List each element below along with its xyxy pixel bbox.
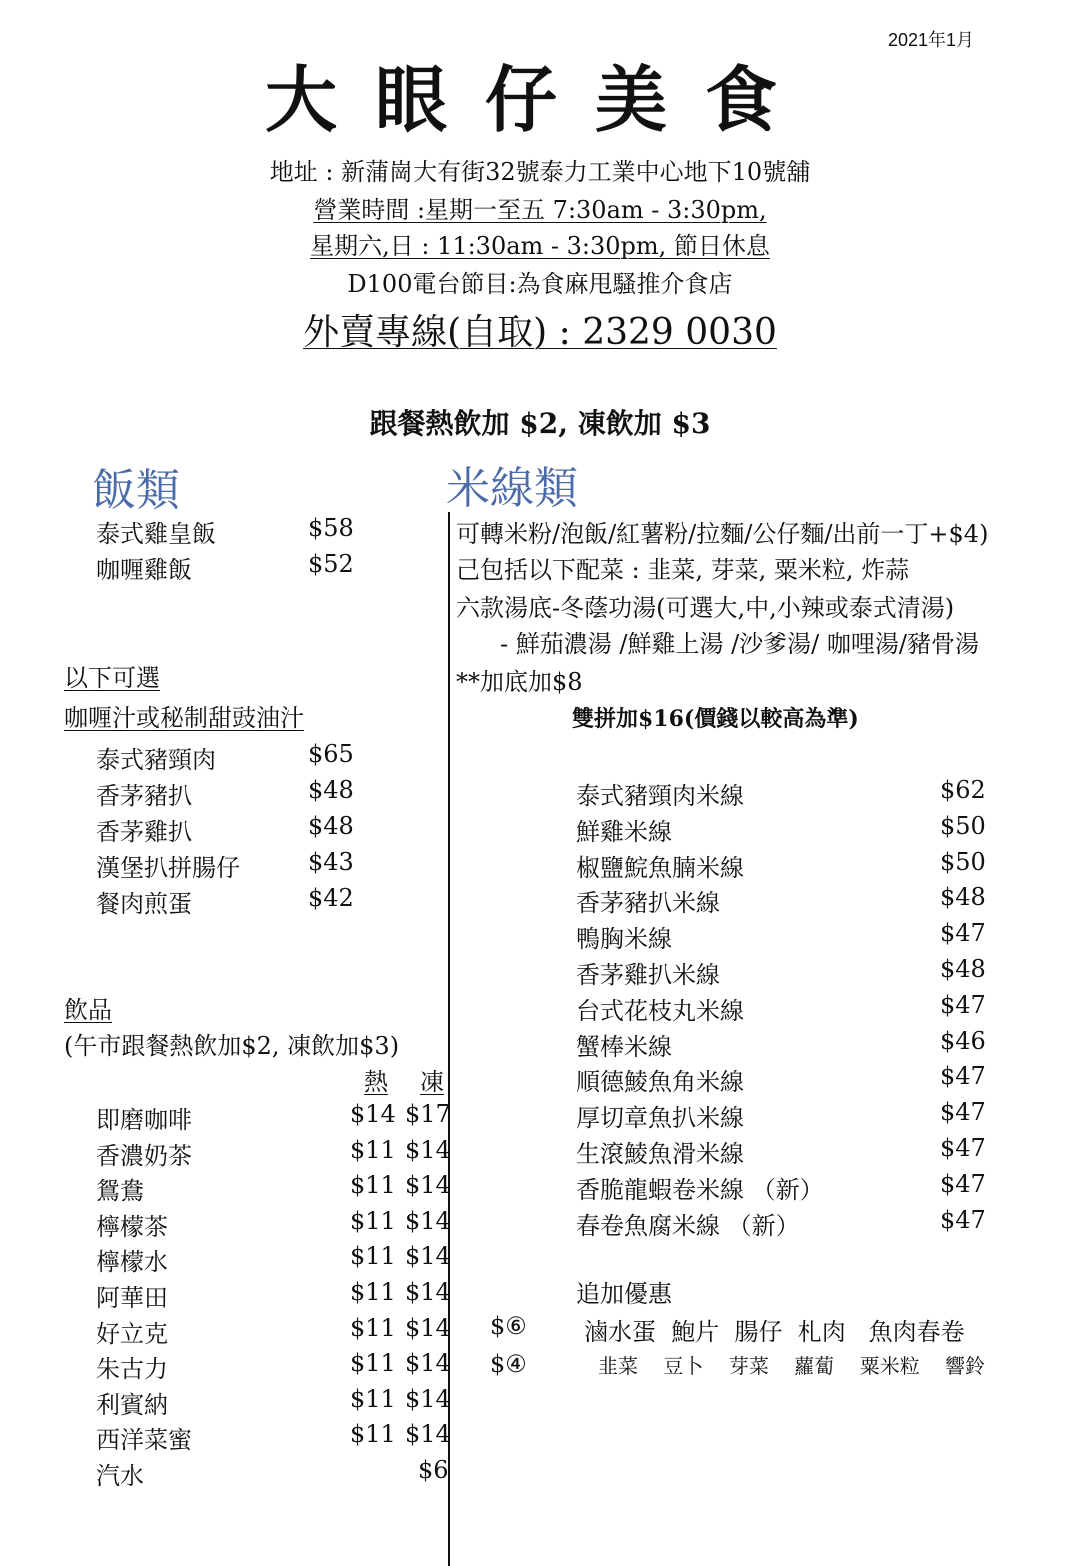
drink-name: 阿華田: [96, 1284, 168, 1312]
option-item-price: $48: [308, 812, 354, 840]
drink-cold-price: $14: [405, 1135, 451, 1164]
noodle-item-name: 春卷魚腐米線 （新）: [576, 1211, 800, 1240]
noodle-item-name: 泰式豬頸肉米線: [576, 782, 744, 810]
takeaway-hotline: 外賣專線(自取) : 2329 0030: [303, 312, 777, 353]
drink-name: 檸檬水: [96, 1248, 168, 1277]
option-sauce: 咖喱汁或秘制甜豉油汁: [64, 704, 304, 732]
option-item-price: $43: [308, 848, 354, 876]
rice-item-name: 泰式雞皇飯: [96, 520, 216, 548]
drink-cold-price: $17: [405, 1100, 451, 1128]
drinks-heading: 飲品: [64, 996, 112, 1024]
option-item-price: $42: [308, 884, 354, 912]
option-item-name: 香茅雞扒: [96, 818, 192, 846]
noodle-note: 可轉米粉/泡飯/紅薯粉/拉麵/公仔麵/出前一丁+$4): [456, 520, 989, 548]
option-item-price: $48: [308, 776, 354, 804]
drink-cold-price: $6: [418, 1456, 449, 1484]
noodle-item-name: 椒鹽鯇魚腩米線: [576, 853, 744, 882]
noodle-item-price: $46: [940, 1026, 986, 1055]
rice-item-price: $58: [308, 514, 354, 542]
noodle-item-price: $47: [940, 1169, 986, 1198]
double-topping-note: 雙拼加$16(價錢以較高為準): [572, 706, 859, 732]
option-item-name: 漢堡扒拼腸仔: [96, 854, 240, 882]
noodle-item-name: 香茅雞扒米線: [576, 961, 720, 989]
noodle-item-name: 順德鯪魚角米線: [576, 1068, 744, 1097]
drink-cold-price: $14: [405, 1206, 451, 1235]
noodle-note: 六款湯底-冬蔭功湯(可選大,中,小辣或泰式清湯): [456, 594, 955, 622]
rice-heading: 飯類: [92, 465, 180, 516]
noodle-item-name: 鴨胸米線: [576, 925, 672, 954]
noodle-note: **加底加$8: [456, 668, 583, 696]
column-divider: [448, 512, 450, 1566]
noodle-item-name: 台式花枝丸米線: [576, 996, 744, 1025]
drink-cold-price: $14: [405, 1242, 451, 1271]
addon-items-six: 滷水蛋 鮑片 腸仔 札肉 魚肉春卷: [584, 1318, 965, 1346]
set-drink-note: 跟餐熱飲加 $2, 凍飲加 $3: [369, 407, 711, 440]
drink-cold-price: $14: [405, 1313, 451, 1342]
drink-cold-price: $14: [405, 1278, 451, 1306]
menu-date: 2021年1月: [888, 30, 975, 50]
option-item-price: $65: [308, 740, 354, 768]
drink-name: 利賓納: [96, 1390, 168, 1419]
drinks-end-divider: [448, 1414, 450, 1488]
opening-hours-weekday: 營業時間 :星期一至五 7:30am - 3:30pm,: [313, 196, 767, 224]
opening-hours-weekend: 星期六,日 : 11:30am - 3:30pm, 節日休息: [310, 232, 770, 260]
noodle-item-name: 鮮雞米線: [576, 817, 672, 846]
hot-column-header: 熱: [364, 1068, 388, 1096]
drink-name: 朱古力: [96, 1355, 168, 1384]
noodle-item-price: $47: [940, 1134, 986, 1162]
noodle-item-name: 蟹棒米線: [576, 1032, 672, 1061]
option-heading: 以下可選: [64, 664, 160, 692]
drink-name: 汽水: [96, 1462, 144, 1490]
drinks-note: (午市跟餐熱飲加$2, 凍飲加$3): [64, 1032, 400, 1060]
drink-cold-price: $14: [405, 1384, 451, 1413]
noodle-item-price: $48: [940, 955, 986, 983]
option-item-name: 香茅豬扒: [96, 782, 192, 810]
noodle-item-price: $47: [940, 1062, 986, 1091]
addon-items-four: 韭菜 豆卜 芽菜 蘿蔔 粟米粒 響鈴: [598, 1354, 986, 1378]
drink-cold-price: $14: [405, 1171, 451, 1200]
drink-name: 鴛鴦: [96, 1177, 144, 1206]
rice-item-price: $52: [308, 550, 354, 578]
drink-name: 即磨咖啡: [96, 1106, 192, 1134]
drink-hot-price: $11: [350, 1420, 396, 1449]
drink-hot-price: $11: [350, 1171, 396, 1200]
option-item-name: 泰式豬頸肉: [96, 746, 216, 774]
cold-column-header: 凍: [420, 1068, 444, 1096]
drink-name: 好立克: [96, 1319, 168, 1348]
noodle-note: - 鮮茄濃湯 /鮮雞上湯 /沙爹湯/ 咖哩湯/豬骨湯: [500, 630, 979, 658]
noodle-item-price: $47: [940, 1098, 986, 1127]
drink-hot-price: $11: [350, 1278, 396, 1306]
noodle-item-price: $48: [940, 883, 986, 912]
noodle-heading: 米線類: [446, 463, 578, 514]
noodle-item-price: $47: [940, 990, 986, 1019]
noodle-item-price: $50: [940, 847, 986, 876]
addon-price-four: $④: [490, 1350, 527, 1378]
option-item-name: 餐肉煎蛋: [96, 890, 192, 918]
noodle-item-name: 香脆龍蝦卷米線 （新）: [576, 1175, 824, 1204]
drink-name: 西洋菜蜜: [96, 1426, 192, 1455]
drink-hot-price: $11: [350, 1206, 396, 1235]
shop-name: 大眼仔美食: [264, 57, 815, 142]
noodle-item-name: 香茅豬扒米線: [576, 889, 720, 918]
drink-cold-price: $14: [405, 1420, 451, 1449]
noodle-item-price: $47: [940, 1205, 986, 1234]
addon-price-six: $⑥: [490, 1312, 527, 1340]
noodle-item-name: 生滾鯪魚滑米線: [576, 1140, 744, 1168]
drink-hot-price: $11: [350, 1242, 396, 1271]
radio-recommendation: D100電台節目:為食麻甩騷推介食店: [347, 270, 733, 298]
noodle-item-price: $47: [940, 919, 986, 948]
noodle-item-name: 厚切章魚扒米線: [576, 1104, 744, 1133]
drink-hot-price: $11: [350, 1349, 396, 1378]
drink-cold-price: $14: [405, 1349, 451, 1378]
rice-item-name: 咖喱雞飯: [96, 556, 192, 584]
drink-hot-price: $11: [350, 1135, 396, 1164]
drink-name: 香濃奶茶: [96, 1141, 192, 1170]
addon-heading: 追加優惠: [576, 1280, 672, 1308]
noodle-item-price: $50: [940, 811, 986, 840]
noodle-item-price: $62: [940, 776, 986, 804]
drink-name: 檸檬茶: [96, 1212, 168, 1241]
drink-hot-price: $11: [350, 1384, 396, 1413]
drink-hot-price: $14: [350, 1100, 396, 1128]
noodle-note: 己包括以下配菜 : 韭菜, 芽菜, 粟米粒, 炸蒜: [456, 556, 910, 584]
address: 地址 : 新蒲崗大有街32號泰力工業中心地下10號舖: [269, 158, 811, 186]
drink-hot-price: $11: [350, 1313, 396, 1342]
